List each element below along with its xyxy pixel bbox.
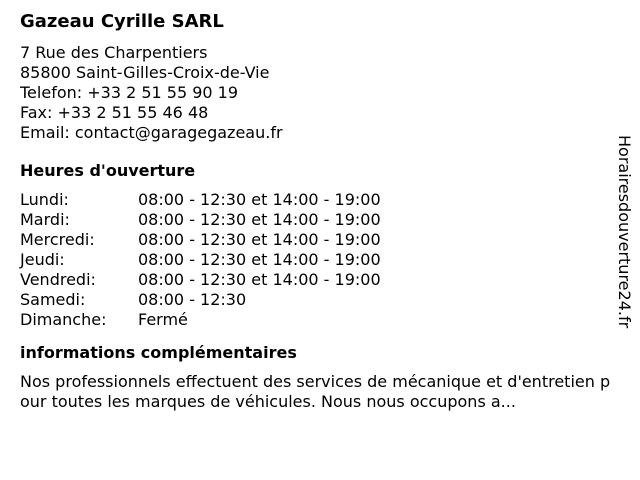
hours-row-saturday xyxy=(20,290,620,310)
hours-heading: Heures d'ouverture xyxy=(20,161,196,180)
time-value: Fermé xyxy=(138,310,188,329)
email-address: Email: contact@garagegazeau.fr xyxy=(20,123,283,142)
time-value: 08:00 - 12:30 et 14:00 - 19:00 xyxy=(138,270,381,289)
time-value: 08:00 - 12:30 et 14:00 - 19:00 xyxy=(138,210,381,229)
hours-row-monday xyxy=(20,190,620,210)
day-label: Samedi: xyxy=(20,290,86,309)
business-name: Gazeau Cyrille SARL xyxy=(20,11,224,32)
info-heading: informations complémentaires xyxy=(20,343,297,362)
day-label: Mercredi: xyxy=(20,230,95,249)
time-value: 08:00 - 12:30 et 14:00 - 19:00 xyxy=(138,250,381,269)
hours-table xyxy=(20,190,620,330)
hours-row-sunday xyxy=(20,310,620,330)
info-description: Nos professionnels effectuent des services de mécanique et d'entretien pour toutes les marques de véhicules. Nous nous occupons a... xyxy=(20,372,611,411)
hours-row-tuesday xyxy=(20,210,620,230)
contact-block xyxy=(20,43,620,143)
hours-row-thursday xyxy=(20,250,620,270)
day-label: Lundi: xyxy=(20,190,69,209)
hours-row-friday xyxy=(20,270,620,290)
day-label: Vendredi: xyxy=(20,270,96,289)
postal-city: 85800 Saint-Gilles-Croix-de-Vie xyxy=(20,63,270,82)
day-label: Mardi: xyxy=(20,210,70,229)
phone-number: Telefon: +33 2 51 55 90 19 xyxy=(20,83,239,102)
day-label: Jeudi: xyxy=(20,250,65,269)
time-value: 08:00 - 12:30 et 14:00 - 19:00 xyxy=(138,190,381,209)
business-card xyxy=(20,10,620,412)
day-label: Dimanche: xyxy=(20,310,107,329)
watermark-text: Horairesdouverture24.fr xyxy=(615,135,634,329)
time-value: 08:00 - 12:30 et 14:00 - 19:00 xyxy=(138,230,381,249)
time-value: 08:00 - 12:30 xyxy=(138,290,247,309)
street-address: 7 Rue des Charpentiers xyxy=(20,43,208,62)
hours-row-wednesday xyxy=(20,230,620,250)
fax-number: Fax: +33 2 51 55 46 48 xyxy=(20,103,209,122)
